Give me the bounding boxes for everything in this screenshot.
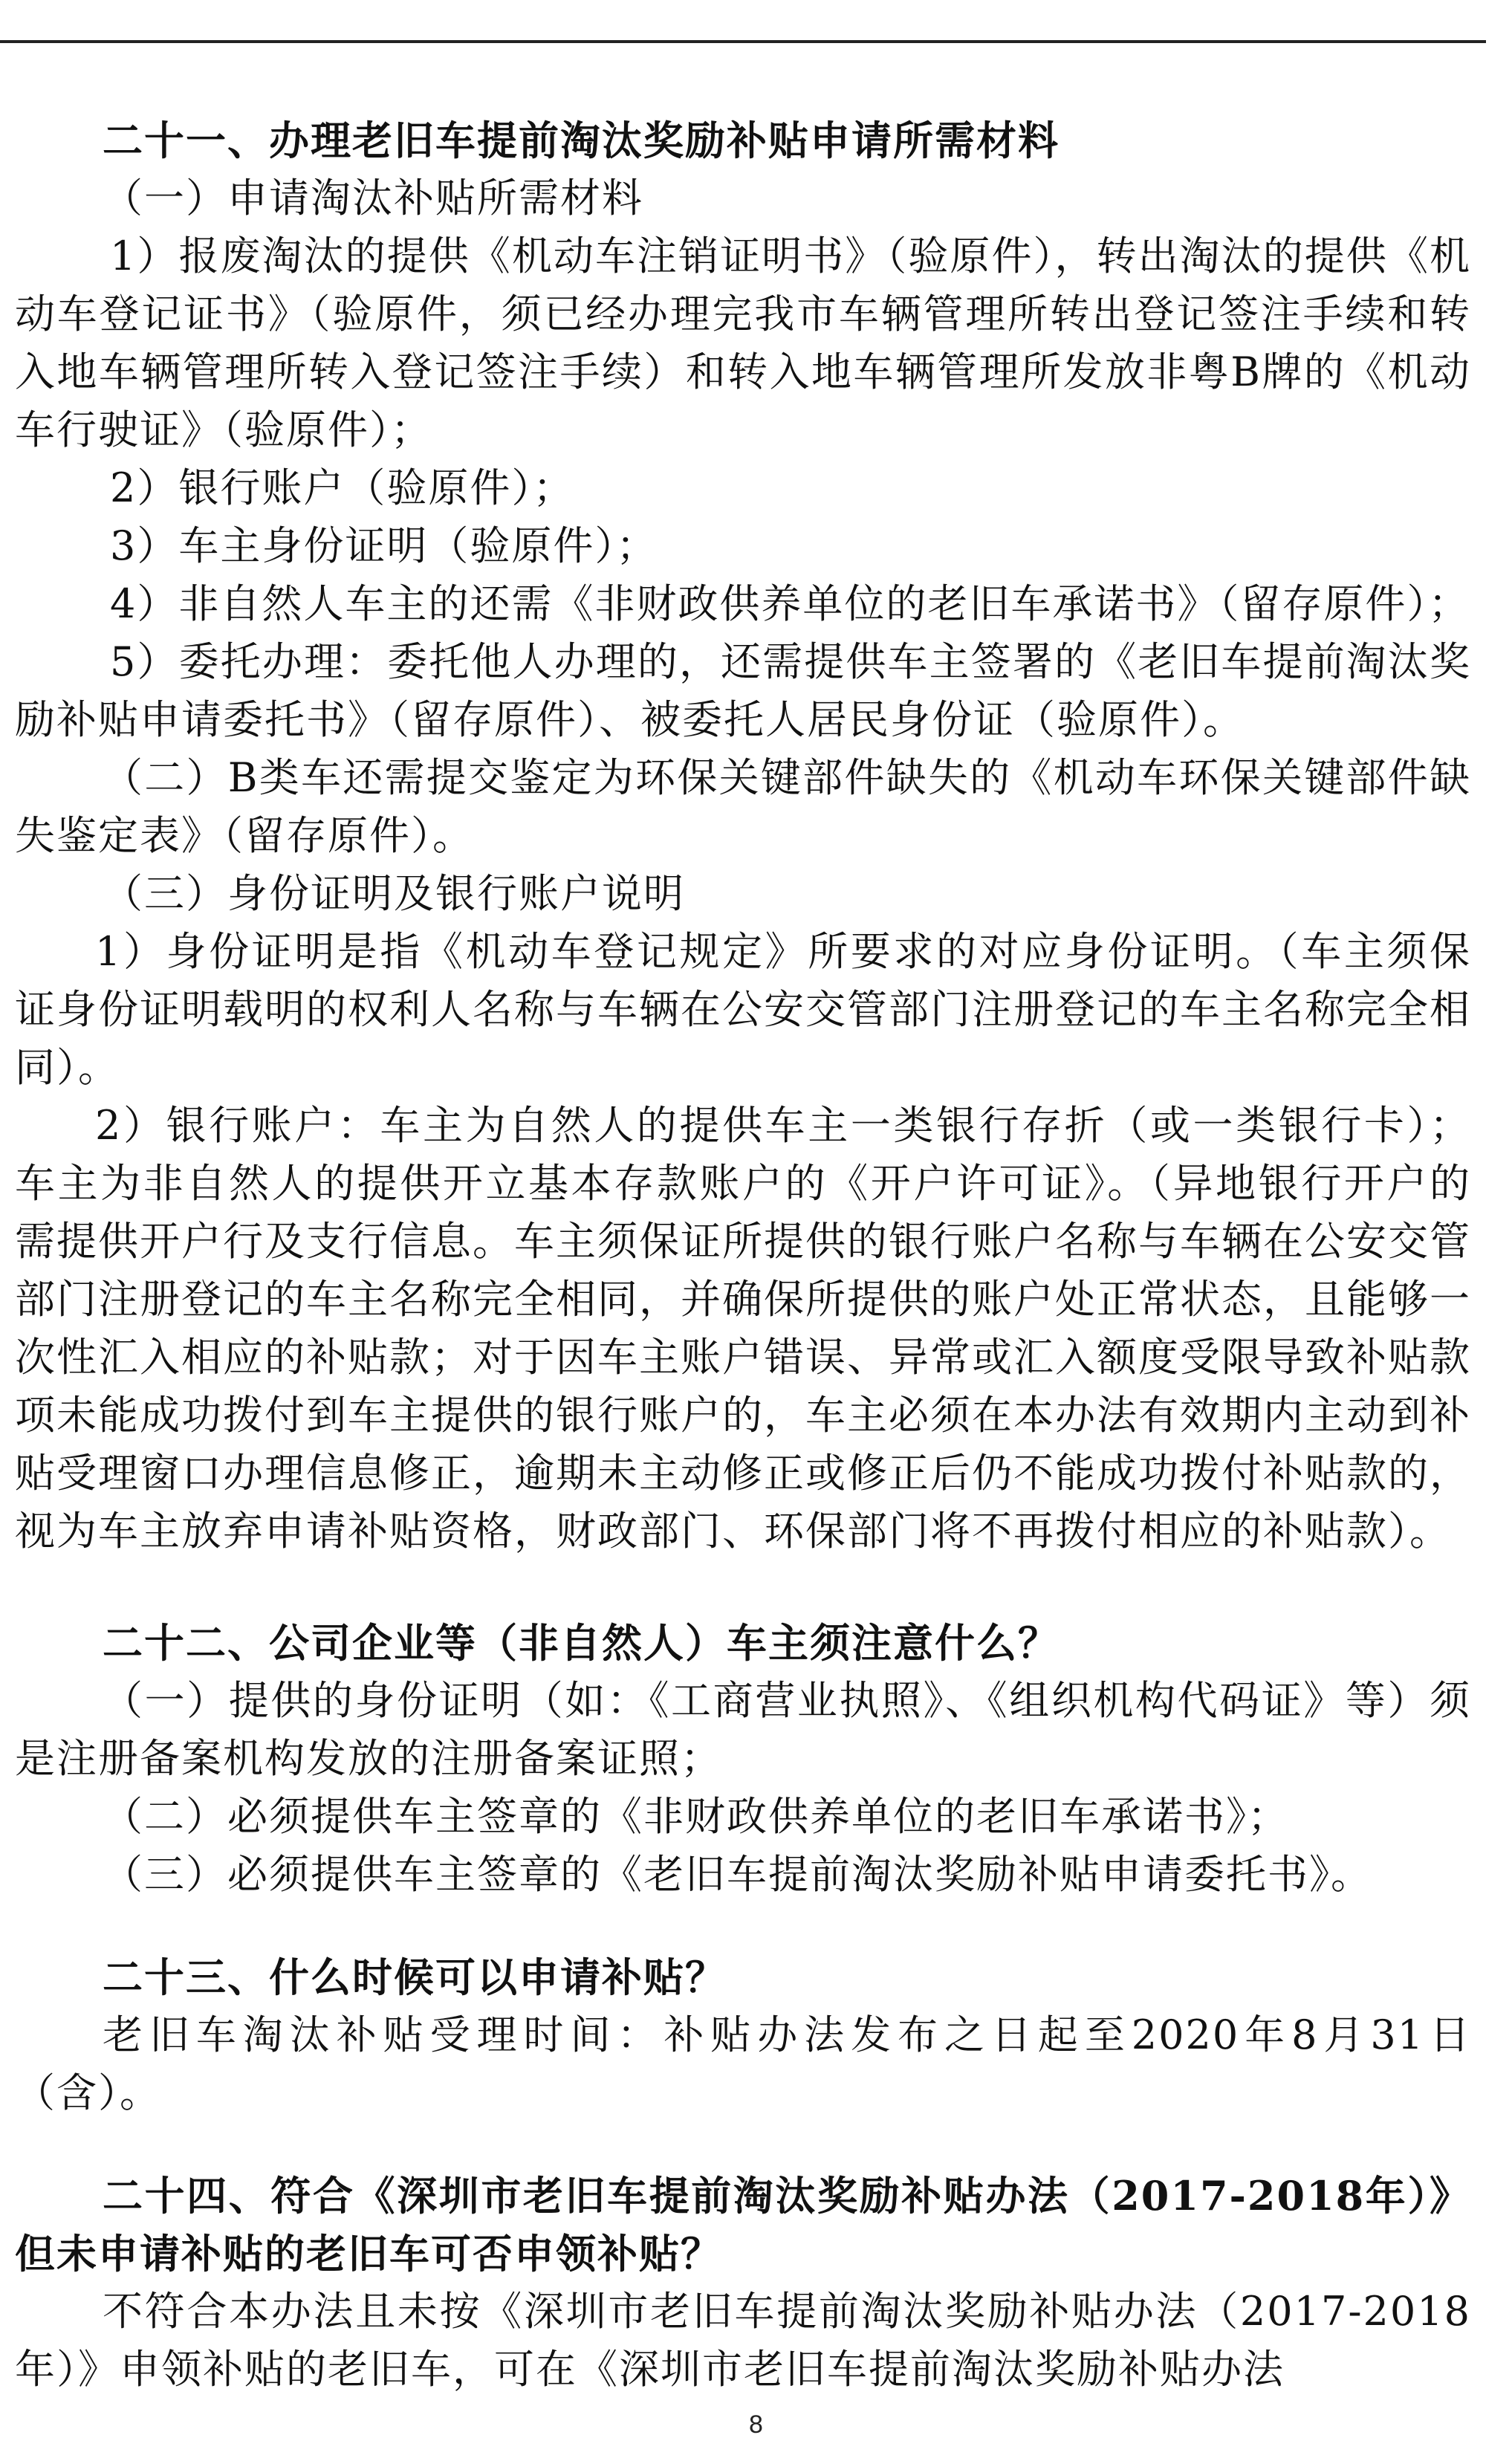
section-24-heading: 二十四、符合《深圳市老旧车提前淘汰奖励补贴办法（2017-2018年）》但未申请补贴的老旧车可否申领补贴？ — [15, 2172, 1471, 2277]
section-23-heading: 二十三、什么时候可以申请补贴？ — [103, 1953, 727, 2001]
section-23-paragraph: 老旧车淘汰补贴受理时间：补贴办法发布之日起至2020年8月31日（含）。 — [15, 2011, 1471, 2116]
section-21-paragraph: 3）车主身份证明（验原件）； — [110, 522, 658, 569]
section-21-item-1: （一）申请淘汰补贴所需材料 — [103, 175, 643, 221]
section-22-paragraph: （一）提供的身份证明（如：《工商营业执照》、《组织机构代码证》等）须是注册备案机构发放的注册备案证照； — [15, 1677, 1471, 1782]
section-21-paragraph: 4）非自然人车主的还需《非财政供养单位的老旧车承诺书》（留存原件）； — [110, 580, 1470, 627]
section-22-paragraph: （三）必须提供车主签章的《老旧车提前淘汰奖励补贴申请委托书》。 — [103, 1851, 1372, 1898]
section-21-paragraph: 2）银行账户（验原件）； — [110, 464, 575, 511]
section-21-paragraph: 2）银行账户：车主为自然人的提供车主一类银行存折（或一类银行卡）；车主为非自然人的提供开立基本存款账户的《开户许可证》。（异地银行开户的需提供开户行及支行信息。车主须保证所提供的银行账户名称与车辆在公安交管部门注册登记的车主名称完全相同，并确保所提供的账户处正常状态，且能够一次性汇入相应的补贴款；对于因车主账户错误、异常或汇入额度受限导致补贴款项未能成功拨付到车主提供的银行账户的，车主必须在本办法有效期内主动到补贴受理窗口办理信息修正，逾期未主动修正或修正后仍不能成功拨付补贴款的，视为车主放弃申请补贴资格，财政部门、环保部门将不再拨付相应的补贴款）。 — [15, 1102, 1471, 1554]
section-24-paragraph: 不符合本办法且未按《深圳市老旧车提前淘汰奖励补贴办法（2017-2018年）》申领补贴的老旧车，可在《深圳市老旧车提前淘汰奖励补贴办法 — [15, 2288, 1471, 2393]
section-21-paragraph: 1）身份证明是指《机动车登记规定》所要求的对应身份证明。（车主须保证身份证明载明的权利人名称与车辆在公安交管部门注册登记的车主名称完全相同）。 — [15, 928, 1471, 1091]
section-22-paragraph: （二）必须提供车主签章的《非财政供养单位的老旧车承诺书》； — [103, 1793, 1289, 1840]
section-21-heading: 二十一、办理老旧车提前淘汰奖励补贴申请所需材料 — [103, 117, 1060, 164]
section-22-heading: 二十二、公司企业等（非自然人）车主须注意什么？ — [103, 1619, 1060, 1667]
document-body — [15, 111, 1471, 2399]
section-21-item-3: （三）身份证明及银行账户说明 — [103, 870, 685, 917]
section-21-paragraph: 1）报废淘汰的提供《机动车注销证明书》（验原件），转出淘汰的提供《机动车登记证书》（验原件，须已经办理完我市车辆管理所转出登记签注手续和转入地车辆管理所转入登记签注手续）和转入地车辆管理所发放非粤B牌的《机动车行驶证》（验原件）； — [15, 233, 1471, 453]
section-21-item-2: （二）B类车还需提交鉴定为环保关键部件缺失的《机动车环保关键部件缺失鉴定表》（留存原件）。 — [15, 754, 1471, 859]
header-rule — [0, 40, 1486, 43]
page-number: 8 — [749, 2410, 763, 2439]
section-21-paragraph: 5）委托办理：委托他人办理的，还需提供车主签署的《老旧车提前淘汰奖励补贴申请委托书》（留存原件）、被委托人居民身份证（验原件）。 — [15, 638, 1471, 743]
